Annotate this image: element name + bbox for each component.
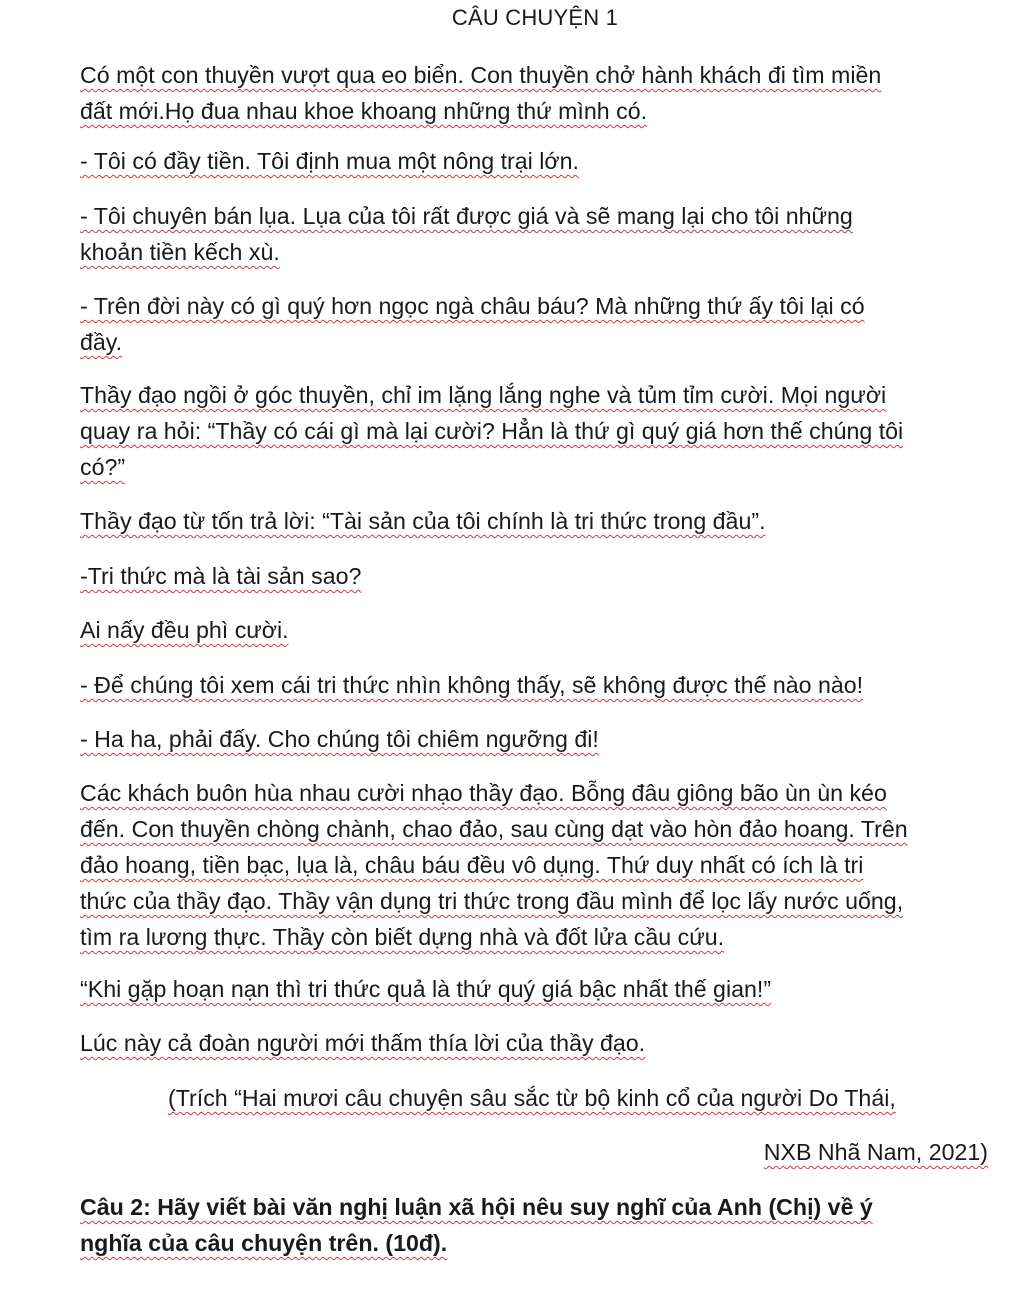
paragraph-11 bbox=[80, 775, 995, 955]
paragraph-line: có?” bbox=[80, 454, 126, 480]
paragraph-line: Thầy đạo từ tốn trả lời: “Tài sản của tôi chính là tri thức trong đầu”. bbox=[80, 508, 766, 534]
paragraph-12 bbox=[80, 971, 995, 1007]
question-line: nghĩa của câu chuyện trên. (10đ). bbox=[80, 1230, 448, 1256]
question-prompt bbox=[80, 1189, 995, 1261]
question-line: Câu 2: Hãy viết bài văn nghị luận xã hội nêu suy nghĩ của Anh (Chị) về ý bbox=[80, 1194, 873, 1220]
paragraph-line: - Trên đời này có gì quý hơn ngọc ngà châu báu? Mà những thứ ấy tôi lại có bbox=[80, 293, 865, 319]
paragraph-line: đến. Con thuyền chòng chành, chao đảo, sau cùng dạt vào hòn đảo hoang. Trên bbox=[80, 816, 908, 842]
citation-line: (Trích “Hai mươi câu chuyện sâu sắc từ bộ kinh cổ của người Do Thái, bbox=[168, 1085, 896, 1111]
paragraph-line: quay ra hỏi: “Thầy có cái gì mà lại cười? Hẳn là thứ gì quý giá hơn thế chúng tôi bbox=[80, 418, 904, 444]
citation-line: NXB Nhã Nam, 2021) bbox=[763, 1139, 988, 1165]
paragraph-line: Các khách buôn hùa nhau cười nhạo thầy đạo. Bỗng đâu giông bão ùn ùn kéo bbox=[80, 780, 887, 806]
paragraph-line: - Tôi chuyên bán lụa. Lụa của tôi rất được giá và sẽ mang lại cho tôi những bbox=[80, 203, 853, 229]
paragraph-6 bbox=[80, 503, 995, 539]
paragraph-4 bbox=[80, 288, 995, 360]
paragraph-line: đất mới.Họ đua nhau khoe khoang những thứ mình có. bbox=[80, 98, 648, 124]
paragraph-line: khoản tiền kếch xù. bbox=[80, 239, 280, 265]
paragraph-1 bbox=[80, 57, 995, 129]
paragraph-line: - Ha ha, phải đấy. Cho chúng tôi chiêm ngưỡng đi! bbox=[80, 726, 599, 752]
paragraph-line: - Tôi có đầy tiền. Tôi định mua một nông trại lớn. bbox=[80, 148, 579, 174]
paragraph-line: đảo hoang, tiền bạc, lụa là, châu báu đều vô dụng. Thứ duy nhất có ích là tri bbox=[80, 852, 864, 878]
paragraph-line: - Để chúng tôi xem cái tri thức nhìn không thấy, sẽ không được thế nào nào! bbox=[80, 672, 864, 698]
paragraph-line: Thầy đạo ngồi ở góc thuyền, chỉ im lặng lắng nghe và tủm tỉm cười. Mọi người bbox=[80, 382, 887, 408]
paragraph-10 bbox=[80, 721, 995, 757]
paragraph-line: -Tri thức mà là tài sản sao? bbox=[80, 563, 362, 589]
story-title: CÂU CHUYỆN 1 bbox=[451, 5, 619, 30]
paragraph-line: đầy. bbox=[80, 329, 123, 355]
paragraph-line: Có một con thuyền vượt qua eo biển. Con thuyền chở hành khách đi tìm miền bbox=[80, 62, 882, 88]
paragraph-line: Lúc này cả đoàn người mới thấm thía lời của thầy đạo. bbox=[80, 1030, 646, 1056]
citation-source bbox=[168, 1080, 896, 1116]
paragraph-line: tìm ra lương thực. Thầy còn biết dựng nhà và đốt lửa cầu cứu. bbox=[80, 924, 725, 950]
paragraph-13 bbox=[80, 1025, 995, 1061]
paragraph-9 bbox=[80, 667, 995, 703]
paragraph-7 bbox=[80, 558, 995, 594]
citation-publisher bbox=[764, 1134, 988, 1170]
paragraph-8 bbox=[80, 612, 995, 648]
paragraph-line: Ai nấy đều phì cười. bbox=[80, 617, 289, 643]
paragraph-line: “Khi gặp hoạn nạn thì tri thức quả là thứ quý giá bậc nhất thế gian!” bbox=[80, 976, 772, 1002]
paragraph-line: thức của thầy đạo. Thầy vận dụng tri thức trong đầu mình để lọc lấy nước uống, bbox=[80, 888, 904, 914]
paragraph-5 bbox=[80, 377, 995, 485]
paragraph-3 bbox=[80, 198, 995, 270]
paragraph-2 bbox=[80, 143, 995, 179]
